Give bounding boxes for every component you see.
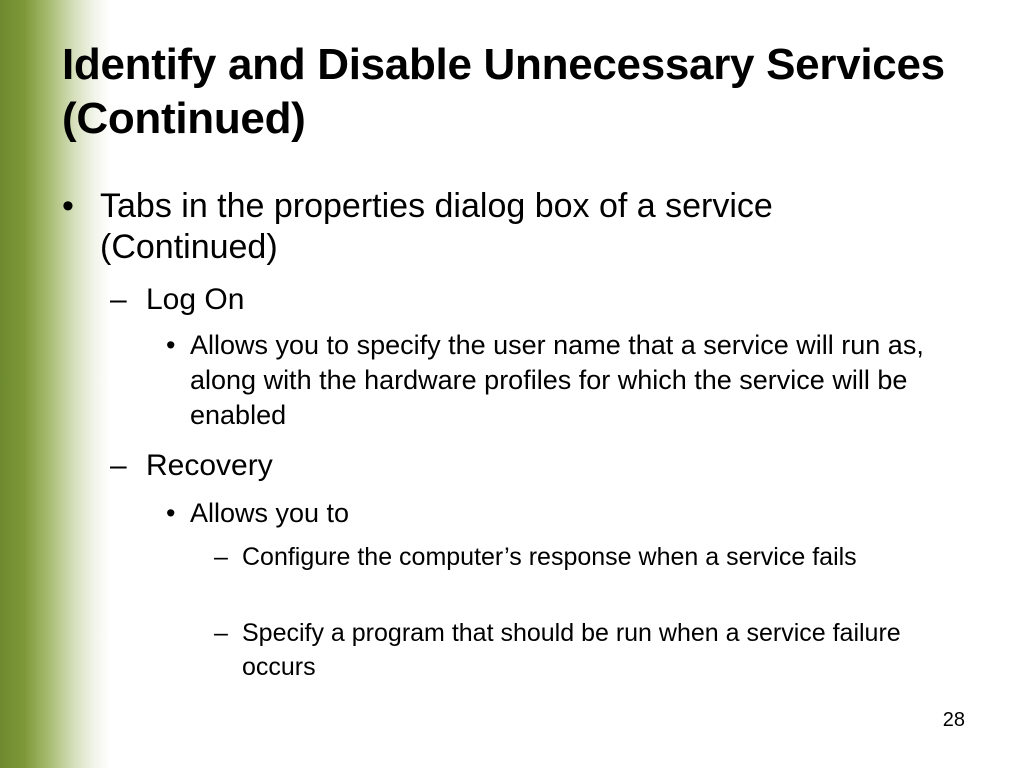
- bullet-level4-configure-response: [214, 540, 962, 574]
- bullet-level2-recovery: [110, 448, 926, 484]
- bullet-text: Recovery: [146, 449, 273, 482]
- bullet-level3-log-on-description: [166, 328, 970, 433]
- bullet-text: Configure the computer’s response when a service fails: [242, 543, 857, 571]
- dash-marker: –: [214, 619, 228, 647]
- slide-title: Identify and Disable Unnecessary Services (Continued): [62, 40, 945, 143]
- bullet-text: Tabs in the properties dialog box of a service (Continued): [100, 187, 773, 266]
- bullet-marker: •: [62, 187, 74, 225]
- bullet-level4-specify-program: [214, 616, 962, 684]
- bullet-text: Allows you to specify the user name that a service will run as, along with the hardware profiles for which the service will be enabled: [190, 330, 924, 430]
- bullet-level2-log-on: [110, 282, 926, 318]
- bullet-text: Allows you to: [190, 498, 350, 528]
- dash-marker: –: [110, 283, 127, 316]
- bullet-text: Specify a program that should be run when a service failure occurs: [242, 619, 901, 681]
- bullet-level3-allows-you-to: [166, 496, 970, 531]
- dash-marker: –: [110, 449, 127, 482]
- bullet-marker: •: [166, 330, 176, 360]
- bullet-level1-tabs: [62, 186, 920, 268]
- page-number: 28: [942, 709, 965, 731]
- dash-marker: –: [214, 543, 228, 571]
- bullet-text: Log On: [146, 283, 245, 316]
- bullet-marker: •: [166, 498, 176, 528]
